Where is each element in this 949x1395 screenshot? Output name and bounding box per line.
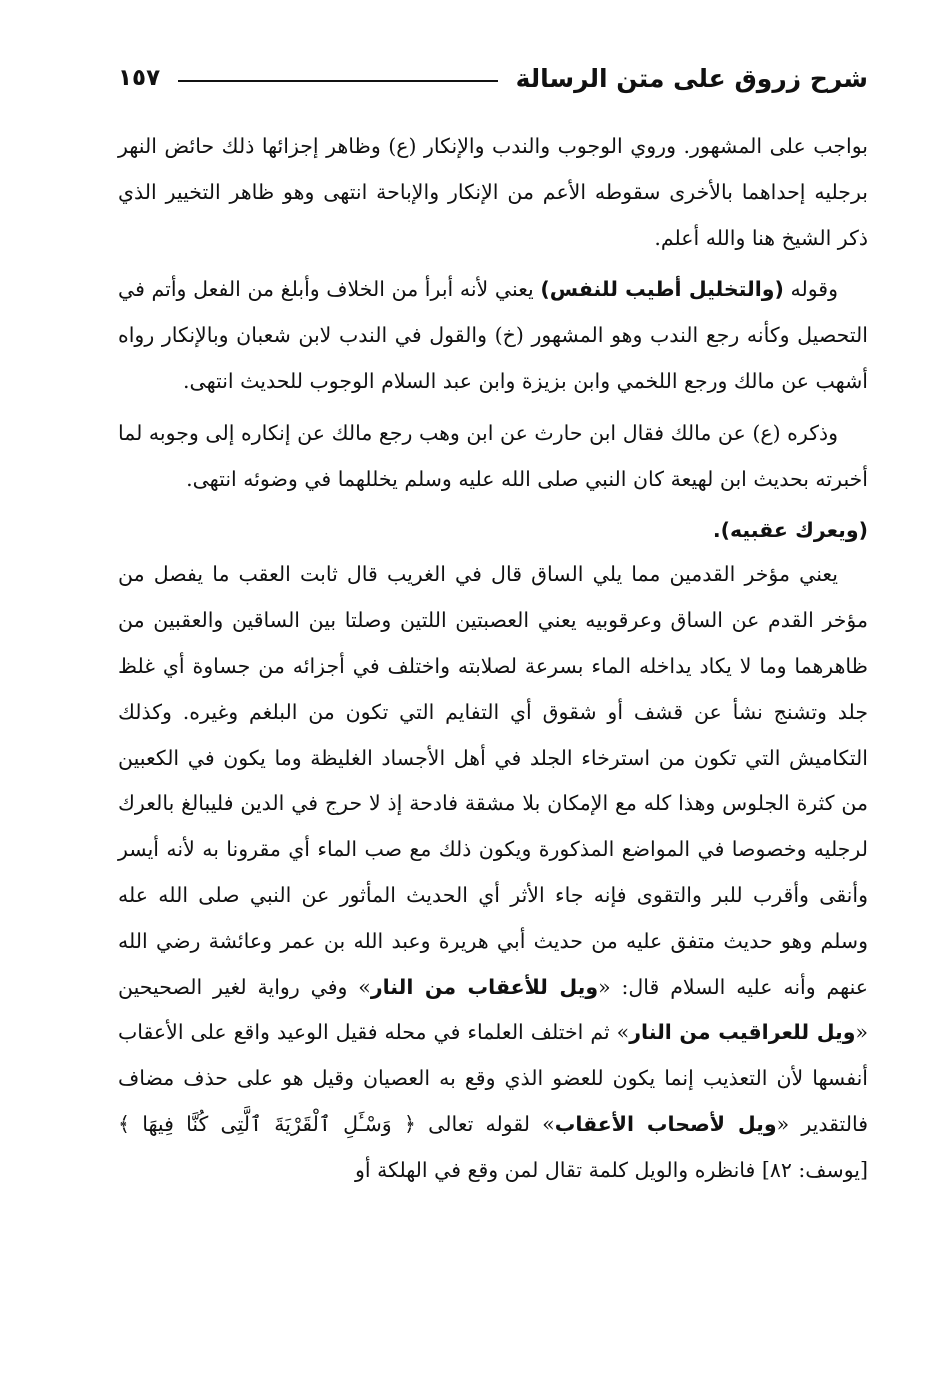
quoted-matn-phrase: (والتخليل أطيب للنفس) [540,277,784,302]
section-heading: (ويعرك عقبيه). [712,518,868,543]
header-rule [178,80,497,82]
running-head [118,52,868,104]
hadith-quote-3: ويل لأصحاب الأعقاب [554,1111,777,1136]
paragraph-4-text-cont-3: » لقوله تعالى ﴿ وَسْـَٔلِ ٱلْقَرْيَةَ ٱلَّتِى كُنَّا فِيهَا ﴾ [يوسف: ٨٢] فانظره والويل كلمة تقال لمن وقع في الهلكة أو [118,1111,868,1182]
paragraph-4-text-cont-2: » ثم اختلف العلماء في محله فقيل الوعيد واقع على الأعقاب أنفسها لأن التعذيب إنما يكون للعضو الذي وقع به العصيان وقيل هو على حذف مضاف فالتقدير « [118,1020,869,1136]
body-text [118,124,868,1194]
book-page [118,52,868,1200]
hadith-quote-2: ويل للعراقيب من النار [629,1020,856,1045]
paragraph-4-text-cont-1: » وفي رواية لغير الصحيحين « [118,974,869,1045]
paragraph-1 [118,124,868,261]
paragraph-3-text: وذكره (ع) عن مالك فقال ابن حارث عن ابن وهب رجع مالك عن إنكاره إلى وجوبه لما أخبرته بحديث ابن لهيعة كان النبي صلى الله عليه وسلم يخللهما في وضوئه انتهى. [118,420,868,491]
paragraph-4-text: يعني مؤخر القدمين مما يلي الساق قال في الغريب قال ثابت العقب ما يفصل من مؤخر القدم عن الساق وعرقوبيه يعني العصبتين اللتين وصلتا بين الساقين والعقبين من ظاهرهما وما لا يكاد يداخله الماء بسرعة لصلابته واختلف في أجزائه من جساوة أي غلظ جلد وتشنج نشأ عن قشف أو شقوق أي التفايم التي تكون من البلغم وغيره. وكذلك التكاميش التي تكون من استرخاء الجلد في أهل الأجساد الغليظة وما يكون في الكعبين من كثرة الجلوس وهذا كله مع الإمكان بلا مشقة فادحة إذ لا حرج في الدين فليبالغ بالعرك لرجليه وخصوصا في المواضع المذكورة ويكون ذلك مع صب الماء أي مقرونا به لأنه أيسر وأنقى وأقرب للبر والتقوى فإنه جاء الأثر أي الحديث المأثور عن النبي صلى الله عله وسلم وهو حديث متفق عليه من حديث أبي هريرة وعبد الله بن عمر وعائشة رضي الله عنهم وأنه عليه السلام قال: « [118,562,868,999]
page-number: ١٥٧ [118,65,161,91]
running-title: شرح زروق على متن الرسالة [515,63,868,93]
paragraph-3 [118,411,868,503]
paragraph-2 [118,267,868,404]
paragraph-2-text: وقوله [783,277,839,302]
paragraph-4 [118,552,868,1193]
paragraph-1-text: بواجب على المشهور. وروي الوجوب والندب والإنكار (ع) وظاهر إجزائها ذلك حائض النهر برجليه إحداهما بالأخرى سقوطه الأعم من الإنكار والإباحة انتهى وهو ظاهر التخيير الذي ذكر الشيخ هنا والله أعلم. [118,134,868,250]
hadith-quote-1: ويل للأعقاب من النار [370,974,599,999]
paragraph-2-text-cont: يعني لأنه أبرأ من الخلاف وأبلغ من الفعل وأتم في التحصيل وكأنه رجع الندب وهو المشهور (خ) والقول في الندب لابن شعبان وبالإنكار رواه أشهب عن مالك ورجع اللخمي وابن بزيزة وابن عبد السلام الوجوب للحديث انتهى. [118,277,868,393]
